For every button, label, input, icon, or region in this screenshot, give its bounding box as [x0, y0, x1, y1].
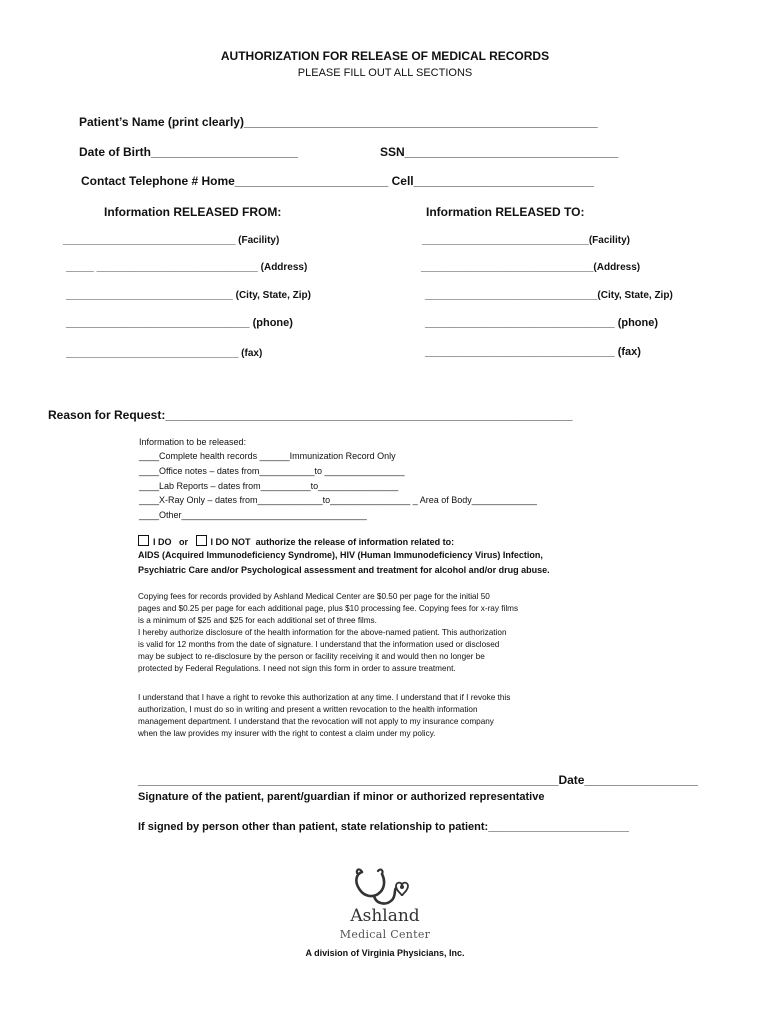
division-footer: A division of Virginia Physicians, Inc. [305, 948, 465, 958]
contact-telephone-field[interactable]: Contact Telephone # Home_______________________ Cell___________________________ [81, 174, 594, 188]
authorize-text: authorize the release of information related to: [255, 537, 455, 547]
released-to-heading: Information RELEASED TO: [426, 205, 585, 219]
paragraph-line: I understand that I have a right to revoke this authorization at any time. I understand that if I revoke this [138, 693, 511, 702]
fees-disclosure-paragraph [138, 591, 578, 675]
i-do-checkbox[interactable] [138, 535, 149, 546]
revocation-paragraph [138, 692, 578, 740]
from-phone-field[interactable]: ______________________________ (phone) [66, 317, 293, 329]
patient-name-field[interactable]: Patient’s Name (print clearly)_____________________________________________________ [79, 115, 598, 129]
paragraph-line: protected by Federal Regulations. I need not sign this form in order to assure treatment. [138, 664, 456, 673]
checklist-item[interactable]: ____Other_____________________________________ [139, 510, 367, 520]
checklist-item[interactable]: ____Office notes – dates from___________to ________________ [139, 466, 405, 476]
paragraph-line: Copying fees for records provided by Ashland Medical Center are $0.50 per page for the initial 50 [138, 592, 490, 601]
to-facility-field[interactable]: ______________________________(Facility) [422, 235, 630, 246]
from-city-field[interactable]: ______________________________ (City, State, Zip) [66, 290, 311, 301]
paragraph-line: when the law provides my insurer with the right to contest a claim under my policy. [138, 729, 436, 738]
to-address-field[interactable]: _______________________________(Address) [421, 262, 641, 273]
or-label: or [179, 537, 189, 547]
signature-caption: Signature of the patient, parent/guardian if minor or authorized representative [138, 791, 545, 803]
i-do-not-checkbox[interactable] [196, 535, 207, 546]
logo-subtitle: Medical Center [339, 928, 431, 941]
stethoscope-heart-icon [330, 866, 440, 910]
form-subtitle: PLEASE FILL OUT ALL SECTIONS [297, 67, 473, 79]
paragraph-line: is valid for 12 months from the date of signature. I understand that the information used or disclosed [138, 640, 500, 649]
checklist-item[interactable]: ____X-Ray Only – dates from_____________to________________ _ Area of Body_____________ [139, 495, 537, 505]
paragraph-line: I hereby authorize disclosure of the health information for the above-named patient. This authorization [138, 628, 507, 637]
i-do-label: I DO [153, 537, 172, 547]
relationship-field[interactable]: If signed by person other than patient, state relationship to patient:_______________________ [138, 821, 629, 833]
authorize-conditions-1: AIDS (Acquired Immunodeficiency Syndrome), HIV (Human Immunodeficiency Virus) Infection, [138, 550, 543, 560]
paragraph-line: authorization, I must do so in writing and present a written revocation to the health information [138, 705, 478, 714]
from-fax-field[interactable]: _______________________________ (fax) [66, 348, 263, 359]
to-fax-field[interactable]: _______________________________ (fax) [425, 346, 641, 358]
released-from-heading: Information RELEASED FROM: [104, 205, 282, 219]
info-released-heading: Information to be released: [139, 437, 247, 447]
to-city-field[interactable]: _______________________________(City, State, Zip) [425, 290, 673, 301]
paragraph-line: is a minimum of $25 and $25 for each additional set of three films. [138, 616, 377, 625]
authorization-line [138, 535, 454, 547]
authorize-conditions-2: Psychiatric Care and/or Psychological assessment and treatment for alcohol and/or drug abuse. [138, 565, 550, 575]
ashland-logo [330, 866, 440, 946]
ssn-field[interactable]: SSN________________________________ [380, 145, 619, 159]
checklist-item[interactable]: ____Complete health records ______Immunization Record Only [139, 451, 396, 461]
date-of-birth-field[interactable]: Date of Birth______________________ [79, 145, 298, 159]
form-title: AUTHORIZATION FOR RELEASE OF MEDICAL RECORDS [220, 49, 550, 63]
logo-name: Ashland [350, 906, 420, 926]
checklist-item[interactable]: ____Lab Reports – dates from__________to________________ [139, 481, 399, 491]
i-do-not-label: I DO NOT [210, 537, 251, 547]
paragraph-line: management department. I understand that the revocation will not apply to my insurance company [138, 717, 494, 726]
paragraph-line: pages and $0.25 per page for each additional page, plus $10 processing fee. Copying fees for x-ray films [138, 604, 519, 613]
paragraph-line: may be subject to re-disclosure by the person or facility receiving it and would then no longer be [138, 652, 485, 661]
reason-for-request-field[interactable]: Reason for Request:_____________________________________________________________ [48, 408, 573, 422]
from-address-field[interactable]: _____ _____________________________ (Address) [66, 262, 308, 273]
from-facility-field[interactable]: _______________________________ (Facility) [63, 235, 280, 246]
signature-date-field[interactable]: _______________________________________________________________Date_________________ [138, 773, 698, 787]
to-phone-field[interactable]: _______________________________ (phone) [425, 317, 659, 329]
